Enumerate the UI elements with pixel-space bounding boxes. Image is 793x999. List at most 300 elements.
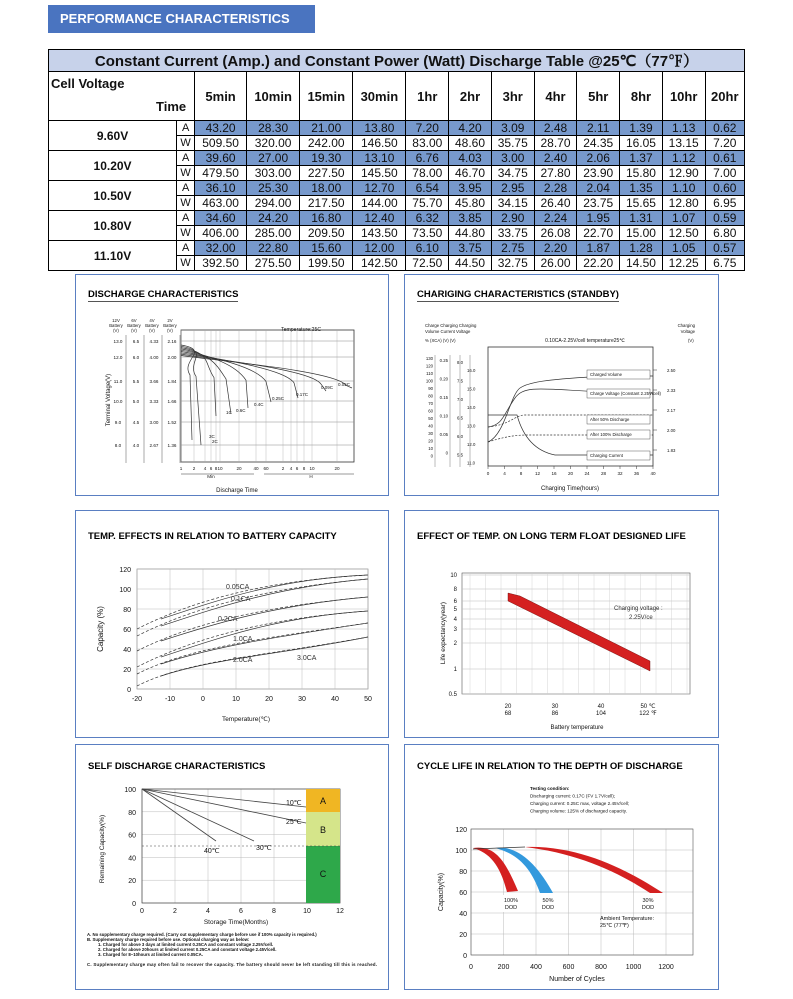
curve-label: 1C bbox=[226, 410, 232, 415]
table-cell: 1.37 bbox=[620, 151, 663, 166]
charging-chart bbox=[405, 275, 720, 497]
table-cell: 3.75 bbox=[449, 241, 492, 256]
panel-self bbox=[75, 744, 389, 990]
discharge-line bbox=[142, 789, 306, 807]
self-chart bbox=[76, 745, 390, 991]
table-cell: 3.00 bbox=[491, 151, 534, 166]
table-cell: 7.00 bbox=[705, 166, 744, 181]
x-tick: 0 bbox=[201, 696, 205, 703]
table-cell: 1.12 bbox=[662, 151, 705, 166]
y-tick: 60 bbox=[459, 890, 467, 897]
row-voltage: 10.50V bbox=[49, 181, 177, 211]
y-tick: 4 bbox=[453, 617, 457, 623]
table-cell: 1.28 bbox=[620, 241, 663, 256]
table-cell: 12.50 bbox=[662, 226, 705, 241]
ambient-label: 25℃ (77℉) bbox=[600, 923, 629, 929]
rv-tick: 2.00 bbox=[667, 428, 676, 433]
table-cell: 72.50 bbox=[406, 256, 449, 271]
v6-tick: 6.5 bbox=[457, 415, 463, 421]
curve-label: 0.17C bbox=[296, 392, 309, 397]
table-cell: 1.07 bbox=[662, 211, 705, 226]
table-cell: 12.90 bbox=[662, 166, 705, 181]
curve-label: 0.25C bbox=[272, 396, 285, 401]
curve-label: 0.1CA bbox=[231, 596, 251, 603]
y-tick: 8 bbox=[453, 587, 457, 593]
corner-header bbox=[49, 72, 195, 121]
x-tick: 4 bbox=[206, 908, 210, 915]
y-tick: 0 bbox=[127, 687, 131, 694]
table-cell: 13.80 bbox=[353, 121, 406, 136]
row-voltage: 11.10V bbox=[49, 241, 177, 271]
pct-tick: 50 bbox=[428, 416, 433, 421]
y-tick: 40 bbox=[128, 855, 136, 863]
table-cell: 2.40 bbox=[534, 151, 577, 166]
temp-label: 40℃ bbox=[204, 848, 220, 855]
table-cell: 1.10 bbox=[662, 181, 705, 196]
table-cell: 227.50 bbox=[300, 166, 353, 181]
voltage-tick: 5.5 bbox=[132, 379, 140, 384]
table-cell: 1.95 bbox=[577, 211, 620, 226]
y-tick: 20 bbox=[128, 878, 136, 886]
temp-label: 25℃ bbox=[286, 819, 302, 826]
col-head: 2V bbox=[167, 318, 173, 323]
table-cell: 2.95 bbox=[491, 181, 534, 196]
x-tick: 0 bbox=[140, 908, 144, 915]
x-tick: 10 bbox=[309, 466, 315, 471]
x-tick: 4 bbox=[289, 466, 293, 471]
v6-tick: 8.0 bbox=[457, 360, 463, 365]
pct-tick: 100 bbox=[425, 378, 433, 384]
v6-tick: 7.0 bbox=[457, 397, 463, 402]
y-tick: 40 bbox=[123, 647, 131, 654]
table-cell: 1.31 bbox=[620, 211, 663, 226]
table-cell: 6.95 bbox=[705, 196, 744, 211]
y-tick: 2 bbox=[453, 641, 457, 647]
ambient-label: Ambient Temperature: bbox=[600, 916, 655, 922]
curve-label: 0.2CA bbox=[218, 616, 238, 623]
voltage-tick: 3.33 bbox=[149, 399, 159, 404]
y-tick: 10 bbox=[450, 573, 457, 579]
table-cell: 45.80 bbox=[449, 196, 492, 211]
right-head: (V) bbox=[688, 338, 694, 343]
curve-label: Charged Volume bbox=[590, 372, 623, 377]
curve-label: Charging Current bbox=[590, 453, 623, 458]
table-cell: 463.00 bbox=[195, 196, 247, 211]
table-cell: 294.00 bbox=[247, 196, 300, 211]
rv-tick: 2.50 bbox=[667, 368, 676, 373]
curve-label: 2C bbox=[212, 439, 218, 444]
table-cell: 19.30 bbox=[300, 151, 353, 166]
table-cell: 12.25 bbox=[662, 256, 705, 271]
float-note: 2.25V/ce bbox=[629, 615, 653, 621]
col-header-5min: 5min bbox=[195, 72, 247, 121]
capacity-curve bbox=[161, 637, 368, 676]
table-cell: 2.20 bbox=[534, 241, 577, 256]
x-tick: 20 bbox=[334, 466, 340, 471]
col-header-1hr: 1hr bbox=[406, 72, 449, 121]
y-tick: 120 bbox=[119, 567, 131, 574]
table-cell: 35.75 bbox=[491, 136, 534, 151]
curve-label: 1.0CA bbox=[233, 636, 253, 643]
table-cell: 44.50 bbox=[449, 256, 492, 271]
voltage-tick: 8.0 bbox=[114, 443, 122, 448]
table-cell: 22.70 bbox=[577, 226, 620, 241]
col-head: Battery bbox=[109, 323, 123, 328]
y-tick: 5 bbox=[453, 607, 457, 613]
table-cell: 285.00 bbox=[247, 226, 300, 241]
pct-tick: 40 bbox=[428, 423, 433, 429]
pct-tick: 130 bbox=[425, 356, 433, 361]
table-cell: 26.00 bbox=[534, 256, 577, 271]
table-cell: 3.85 bbox=[449, 211, 492, 226]
x-tick: 400 bbox=[530, 964, 542, 971]
pct-tick: 90 bbox=[428, 386, 433, 391]
capacity-curve bbox=[161, 597, 368, 641]
row-type-W: W bbox=[177, 136, 195, 151]
ca-tick: 0 bbox=[445, 450, 448, 456]
x-tick: 60 bbox=[263, 466, 269, 471]
min-label: Min bbox=[207, 474, 215, 479]
table-cell: 34.15 bbox=[491, 196, 534, 211]
x-axis-label: Charging Time(hours) bbox=[540, 486, 600, 492]
curve-label: 3.0CA bbox=[297, 655, 317, 662]
row-type-A: A bbox=[177, 211, 195, 226]
x-tick: 0 bbox=[486, 471, 490, 476]
table-cell: 13.15 bbox=[662, 136, 705, 151]
test-cond: Charging volume: 125% of discharged capacity. bbox=[530, 808, 627, 814]
pct-tick: 20 bbox=[428, 438, 433, 444]
discharge-curve bbox=[181, 346, 201, 445]
table-cell: 143.50 bbox=[353, 226, 406, 241]
table-cell: 75.70 bbox=[406, 196, 449, 211]
table-cell: 2.06 bbox=[577, 151, 620, 166]
table-cell: 23.75 bbox=[577, 196, 620, 211]
x-tick: 40 bbox=[331, 696, 339, 703]
pct-tick: 0 bbox=[430, 453, 433, 459]
y-tick: 20 bbox=[123, 667, 131, 674]
voltage-tick: 4.0 bbox=[132, 443, 140, 448]
x-axis-label: Temperature(℃) bbox=[221, 716, 271, 723]
table-cell: 406.00 bbox=[195, 226, 247, 241]
y-axis-label: Remaining Capacity(%) bbox=[99, 814, 106, 884]
ca-tick: 0.15 bbox=[439, 395, 448, 400]
cycle-title: CYCLE LIFE IN RELATION TO THE DEPTH OF DISCHARGE bbox=[417, 761, 683, 772]
table-cell: 2.11 bbox=[577, 121, 620, 136]
test-cond: Charging current: 0.25C max, voltage 2.45V/cell; bbox=[530, 801, 630, 806]
col-header-4hr: 4hr bbox=[534, 72, 577, 121]
voltage-tick: 1.66 bbox=[167, 399, 177, 404]
table-cell: 33.75 bbox=[491, 226, 534, 241]
x-axis-label: Discharge Time bbox=[216, 488, 258, 494]
h-label: H bbox=[309, 474, 313, 479]
float-chart bbox=[405, 511, 720, 739]
pct-tick: 70 bbox=[428, 401, 433, 406]
zone-label: B bbox=[319, 825, 327, 835]
table-cell: 0.59 bbox=[705, 211, 744, 226]
x-tick: 1200 bbox=[658, 964, 674, 971]
voltage-tick: 4.33 bbox=[149, 339, 159, 344]
temp-note: Temperature:25C bbox=[281, 327, 322, 333]
discharge-curve bbox=[181, 354, 326, 391]
voltage-tick: 12.0 bbox=[113, 355, 123, 360]
x-tick: 8 bbox=[214, 466, 218, 471]
table-cell: 392.50 bbox=[195, 256, 247, 271]
x-tick: 1000 bbox=[625, 964, 642, 971]
discharge-curve bbox=[181, 353, 298, 398]
curve-label: 2.0CA bbox=[233, 657, 253, 664]
curve-label: 0.09C bbox=[321, 385, 334, 390]
table-cell: 16.05 bbox=[620, 136, 663, 151]
capacity-curve-dashed bbox=[137, 611, 368, 667]
table-title: Constant Current (Amp.) and Constant Power (Watt) Discharge Table @25℃（77℉） bbox=[49, 50, 745, 72]
col-head: (V) bbox=[167, 328, 173, 333]
temp-chart bbox=[76, 511, 390, 739]
curve-label: 3C bbox=[209, 434, 215, 439]
y-tick: 100 bbox=[124, 787, 136, 794]
pct-tick: 10 bbox=[428, 446, 433, 451]
col-head: (V) bbox=[113, 328, 119, 333]
table-cell: 275.50 bbox=[247, 256, 300, 271]
table-cell: 24.20 bbox=[247, 211, 300, 226]
table-cell: 2.24 bbox=[534, 211, 577, 226]
x-tick: 30 bbox=[551, 704, 559, 710]
x-tick: 8 bbox=[302, 466, 306, 471]
discharge-title: DISCHARGE CHARACTERISTICS bbox=[88, 289, 239, 300]
col-header-30min: 30min bbox=[353, 72, 406, 121]
voltage-tick: 6.5 bbox=[132, 339, 140, 344]
x-tick: 20 bbox=[236, 466, 242, 471]
table-cell: 34.75 bbox=[491, 166, 534, 181]
v6-tick: 6.0 bbox=[457, 434, 463, 439]
table-cell: 12.80 bbox=[662, 196, 705, 211]
table-cell: 25.30 bbox=[247, 181, 300, 196]
x-tick: -20 bbox=[131, 696, 143, 703]
table-cell: 24.35 bbox=[577, 136, 620, 151]
col-header-2hr: 2hr bbox=[449, 72, 492, 121]
pct-tick: 60 bbox=[428, 408, 433, 414]
table-cell: 6.54 bbox=[406, 181, 449, 196]
voltage-tick: 1.52 bbox=[167, 420, 177, 425]
table-cell: 28.70 bbox=[534, 136, 577, 151]
y-tick: 3 bbox=[453, 627, 457, 633]
row-type-A: A bbox=[177, 121, 195, 136]
v12-tick: 13.0 bbox=[467, 423, 476, 429]
row-type-A: A bbox=[177, 241, 195, 256]
table-cell: 26.08 bbox=[534, 226, 577, 241]
x-tick: 20 bbox=[265, 696, 273, 703]
v12-tick: 12.0 bbox=[467, 442, 476, 447]
pct-tick: 80 bbox=[428, 393, 433, 399]
voltage-tick: 9.0 bbox=[114, 420, 122, 425]
col-head: Battery bbox=[163, 323, 177, 328]
row-type-W: W bbox=[177, 196, 195, 211]
units-label: % (XCA) (V) (V) bbox=[425, 338, 456, 343]
note-text: A. No supplementary charge required. (Carry out supplementary charge before use if 100% capacity is required.) bbox=[87, 932, 317, 937]
panel-discharge bbox=[75, 274, 389, 496]
note-text: 1. Charged for above 3 days at limited current 0.25CA and constant voltage 2.25V/cell. bbox=[98, 942, 274, 947]
life-band bbox=[508, 593, 650, 671]
voltage-tick: 2.16 bbox=[167, 339, 177, 344]
table-cell: 7.20 bbox=[705, 136, 744, 151]
rv-tick: 2.33 bbox=[667, 388, 676, 393]
table-cell: 14.50 bbox=[620, 256, 663, 271]
y-tick: 100 bbox=[455, 848, 467, 855]
row-type-W: W bbox=[177, 166, 195, 181]
ca-tick: 0.10 bbox=[439, 413, 448, 419]
voltage-tick: 4.5 bbox=[132, 420, 140, 425]
y-tick: 0 bbox=[132, 901, 136, 908]
dod-label: 30% bbox=[642, 898, 654, 904]
table-cell: 3.95 bbox=[449, 181, 492, 196]
temp-label: 10℃ bbox=[286, 800, 302, 807]
note-text: C. Supplementary charge may often fail to recover the capacity. The battery should never be left standing till this is reached. bbox=[87, 962, 377, 967]
v12-tick: 11.0 bbox=[467, 460, 476, 466]
table-cell: 6.76 bbox=[406, 151, 449, 166]
y-tick: 60 bbox=[128, 832, 136, 840]
col-head: 4V bbox=[149, 318, 155, 323]
x-tick: 40 bbox=[650, 471, 656, 476]
table-cell: 199.50 bbox=[300, 256, 353, 271]
pct-tick: 30 bbox=[428, 431, 433, 436]
table-cell: 34.60 bbox=[195, 211, 247, 226]
col-head: 12V bbox=[112, 318, 120, 323]
section-header: PERFORMANCE CHARACTERISTICS bbox=[48, 5, 315, 33]
table-cell: 6.10 bbox=[406, 241, 449, 256]
curve-label: Charge Voltage (Constant 2.25V/cell) bbox=[590, 391, 661, 396]
table-cell: 18.00 bbox=[300, 181, 353, 196]
x-tick: 68 bbox=[504, 711, 512, 717]
table-cell: 36.10 bbox=[195, 181, 247, 196]
table-cell: 6.80 bbox=[705, 226, 744, 241]
table-cell: 509.50 bbox=[195, 136, 247, 151]
curve-label: 0.05C bbox=[338, 382, 351, 387]
test-cond: Discharging current: 0.17C (FV 1.7V/cell); bbox=[530, 793, 616, 799]
voltage-tick: 1.36 bbox=[167, 443, 177, 448]
voltage-tick: 4.00 bbox=[149, 355, 159, 360]
v12-tick: 14.0 bbox=[467, 405, 476, 410]
curve-label: 0.4C bbox=[254, 402, 264, 407]
temp-label: 30℃ bbox=[256, 845, 272, 852]
table-cell: 27.00 bbox=[247, 151, 300, 166]
voltage-tick: 2.00 bbox=[167, 355, 177, 360]
table-cell: 22.20 bbox=[577, 256, 620, 271]
y-axis-label: Capacity (%) bbox=[96, 606, 105, 652]
rv-tick: 2.17 bbox=[667, 408, 676, 413]
table-cell: 2.28 bbox=[534, 181, 577, 196]
col-header-5hr: 5hr bbox=[577, 72, 620, 121]
row-voltage: 10.80V bbox=[49, 211, 177, 241]
note-text: 2. Charged for above 20hours at limited current 0.25CA and constant voltage 2.45V/cell. bbox=[98, 947, 277, 952]
dod-label: DOD bbox=[541, 905, 555, 911]
table-cell: 479.50 bbox=[195, 166, 247, 181]
note-text: 3. Charged for 8~10hours at limited current 0.05CA. bbox=[98, 952, 203, 957]
table-cell: 303.00 bbox=[247, 166, 300, 181]
x-tick: 104 bbox=[595, 711, 607, 717]
table-cell: 15.00 bbox=[620, 226, 663, 241]
x-tick: 16 bbox=[551, 471, 557, 476]
x-tick: 8 bbox=[272, 908, 276, 915]
v6-tick: 7.5 bbox=[457, 378, 463, 384]
voltage-tick: 6.0 bbox=[132, 355, 140, 360]
curve-label: 0.6C bbox=[236, 408, 246, 413]
row-type-W: W bbox=[177, 226, 195, 241]
x-tick: 32 bbox=[617, 471, 623, 476]
voltage-tick: 10.0 bbox=[113, 399, 123, 404]
table-cell: 78.00 bbox=[406, 166, 449, 181]
corner-top-label: Cell Voltage bbox=[51, 76, 125, 91]
col-header-3hr: 3hr bbox=[491, 72, 534, 121]
col-header-10hr: 10hr bbox=[662, 72, 705, 121]
x-tick: 24 bbox=[584, 471, 590, 476]
x-tick: 86 bbox=[551, 711, 559, 717]
table-cell: 16.80 bbox=[300, 211, 353, 226]
row-type-W: W bbox=[177, 256, 195, 271]
x-tick: 4 bbox=[203, 466, 207, 471]
table-cell: 1.35 bbox=[620, 181, 663, 196]
curve-label: After 100% Discharge bbox=[590, 432, 632, 437]
x-tick: 30 bbox=[298, 696, 306, 703]
table-cell: 242.00 bbox=[300, 136, 353, 151]
x-tick: 600 bbox=[562, 964, 575, 971]
v12-tick: 15.0 bbox=[467, 386, 476, 392]
zone-label: A bbox=[319, 796, 327, 806]
table-cell: 0.62 bbox=[705, 121, 744, 136]
dod-label: 50% bbox=[542, 898, 554, 904]
y-tick: 0.5 bbox=[448, 692, 457, 698]
x-tick: 1 bbox=[179, 466, 183, 471]
y-tick: 40 bbox=[459, 911, 467, 918]
table-cell: 12.70 bbox=[353, 181, 406, 196]
x-tick: 8 bbox=[519, 471, 523, 476]
table-cell: 0.61 bbox=[705, 151, 744, 166]
dod-label: 100% bbox=[503, 898, 519, 904]
table-cell: 48.60 bbox=[449, 136, 492, 151]
voltage-tick: 2.67 bbox=[149, 443, 159, 448]
right-head: Voltage bbox=[680, 329, 695, 334]
table-cell: 320.00 bbox=[247, 136, 300, 151]
voltage-tick: 3.00 bbox=[149, 420, 159, 425]
table-cell: 6.32 bbox=[406, 211, 449, 226]
capacity-curve bbox=[161, 579, 368, 626]
table-cell: 2.90 bbox=[491, 211, 534, 226]
table-cell: 2.48 bbox=[534, 121, 577, 136]
table-cell: 144.00 bbox=[353, 196, 406, 211]
table-cell: 21.00 bbox=[300, 121, 353, 136]
corner-bottom-label: Time bbox=[156, 99, 187, 114]
x-tick: 10 bbox=[303, 908, 311, 915]
row-voltage: 10.20V bbox=[49, 151, 177, 181]
x-tick: 50 ℃ bbox=[640, 704, 656, 710]
table-cell: 0.57 bbox=[705, 241, 744, 256]
x-tick: 4 bbox=[503, 471, 506, 476]
discharge-chart bbox=[76, 275, 390, 497]
discharge-table bbox=[48, 49, 745, 271]
v6-tick: 5.5 bbox=[457, 452, 463, 458]
x-tick: 20 bbox=[504, 704, 512, 710]
y-axis-label: Capacity(%) bbox=[438, 872, 445, 912]
discharge-curve bbox=[181, 352, 271, 403]
voltage-tick: 5.0 bbox=[132, 399, 140, 404]
panel-charging bbox=[404, 274, 719, 496]
y-tick: 80 bbox=[128, 809, 136, 817]
table-cell: 145.50 bbox=[353, 166, 406, 181]
x-tick: 0 bbox=[469, 964, 473, 971]
x-tick: 200 bbox=[497, 964, 510, 971]
voltage-tick: 1.84 bbox=[167, 379, 177, 384]
table-cell: 32.75 bbox=[491, 256, 534, 271]
table-cell: 1.39 bbox=[620, 121, 663, 136]
col-header-8hr: 8hr bbox=[620, 72, 663, 121]
